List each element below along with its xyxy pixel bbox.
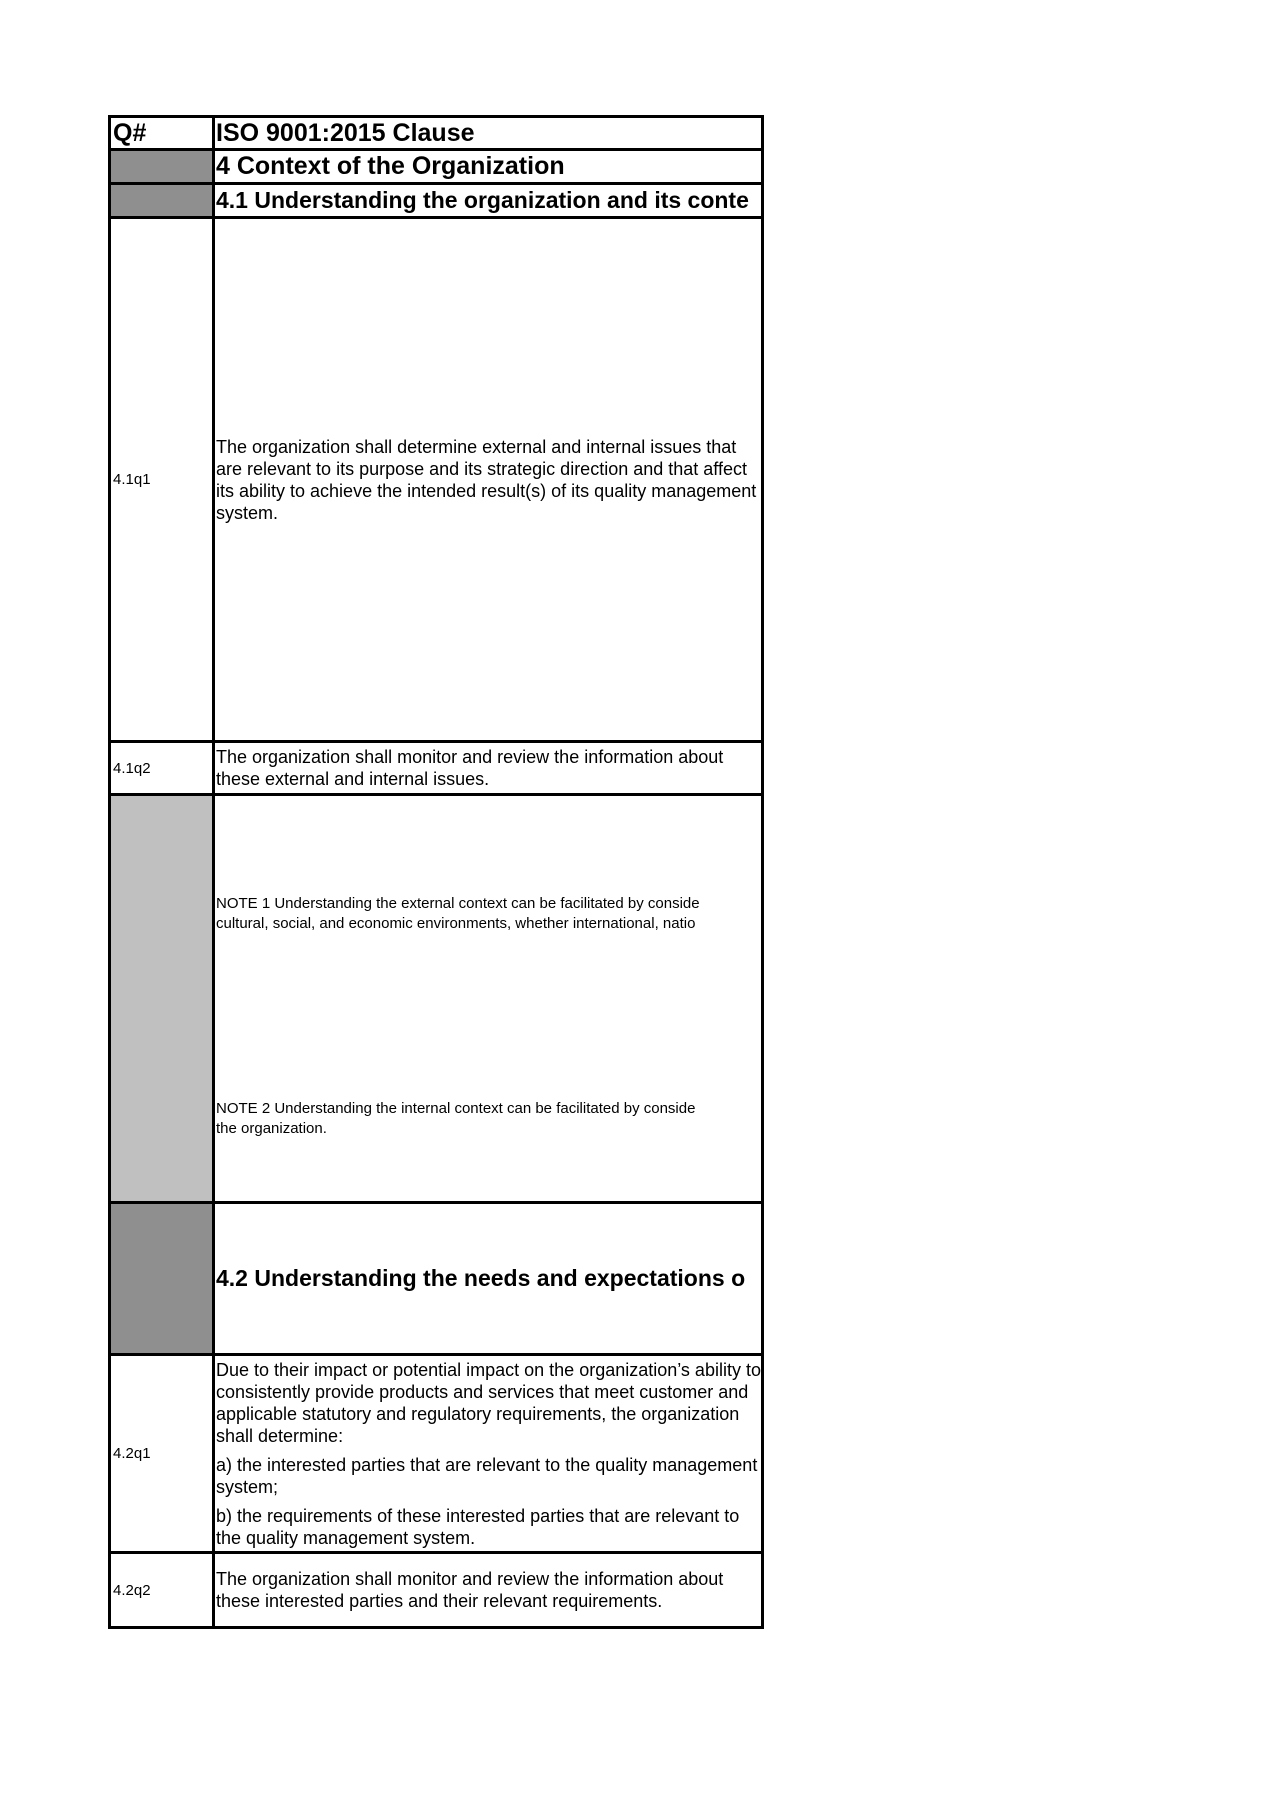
q-number-cell: [111, 1356, 215, 1551]
section-q-cell: [111, 151, 215, 182]
section-title-cell: [215, 1204, 761, 1353]
clause-text-cell: [215, 219, 761, 740]
clause-text-cell: [215, 743, 761, 793]
q-number: 4.1q2: [113, 759, 151, 777]
clause-text: The organization shall determine external and internal issues that are relevant to its purpose and its strategic direction and that affect its ability to achieve the intended result(s) of its quality management system.: [216, 436, 757, 523]
q-number-cell: [111, 219, 215, 740]
table-row-4-1q1: [108, 219, 764, 743]
q-number: 4.2q2: [113, 1581, 151, 1599]
note-2-line-2: the organization.: [216, 1120, 327, 1137]
section-row-4-2: [108, 1204, 764, 1356]
table-row-4-2q1: [108, 1356, 764, 1554]
iso-clause-table: [108, 115, 764, 1629]
section-title-4-2: 4.2 Understanding the needs and expectations o: [216, 1265, 746, 1291]
section-q-cell: [111, 1204, 215, 1353]
section-title-cell: [215, 151, 761, 182]
q-number: 4.1q1: [113, 471, 151, 488]
q-number-cell: [111, 1554, 215, 1626]
notes-row-4-1: [108, 796, 764, 1204]
note-1-line-2: cultural, social, and economic environments, whether international, natio: [216, 915, 696, 932]
clause-text-cell: [215, 1356, 761, 1551]
clause-item-a: a) the interested parties that are relevant to the quality management system;: [216, 1454, 758, 1497]
table-row-4-2q2: [108, 1554, 764, 1629]
clause-text: The organization shall monitor and review the information about these interested parties and their relevant requirements.: [216, 1569, 724, 1611]
clause-text-cell: [215, 1554, 761, 1626]
clause-intro-text: Due to their impact or potential impact on the organization’s ability to consistently provide products and services that meet customer and applicable statutory and regulatory requirements, the organization shall determine:: [216, 1359, 761, 1446]
q-number: 4.2q1: [113, 1445, 151, 1462]
q-number-header: [111, 118, 215, 148]
note-2-line-1: NOTE 2 Understanding the internal context can be facilitated by conside: [216, 1100, 696, 1117]
clause-header-label: ISO 9001:2015 Clause: [216, 118, 475, 147]
q-number-header-label: Q#: [113, 118, 147, 147]
note-2: [216, 1099, 761, 1139]
clause-item-b: b) the requirements of these interested parties that are relevant to the quality management system.: [216, 1505, 740, 1548]
notes-cell: [215, 796, 761, 1201]
note-1: [216, 894, 761, 934]
section-q-cell: [111, 185, 215, 216]
section-row-4: [108, 151, 764, 185]
note-1-line-1: NOTE 1 Understanding the external context can be facilitated by conside: [216, 895, 700, 912]
section-title-cell: [215, 185, 761, 216]
table-header-row: [108, 115, 764, 151]
notes-q-cell: [111, 796, 215, 1201]
section-title-4-1: 4.1 Understanding the organization and its conte: [216, 187, 749, 213]
table-row-4-1q2: [108, 743, 764, 796]
clause-header: [215, 118, 761, 148]
section-title-4: 4 Context of the Organization: [216, 152, 565, 180]
q-number-cell: [111, 743, 215, 793]
clause-text: The organization shall monitor and review the information about these external and internal issues.: [216, 747, 724, 789]
section-row-4-1: [108, 185, 764, 219]
